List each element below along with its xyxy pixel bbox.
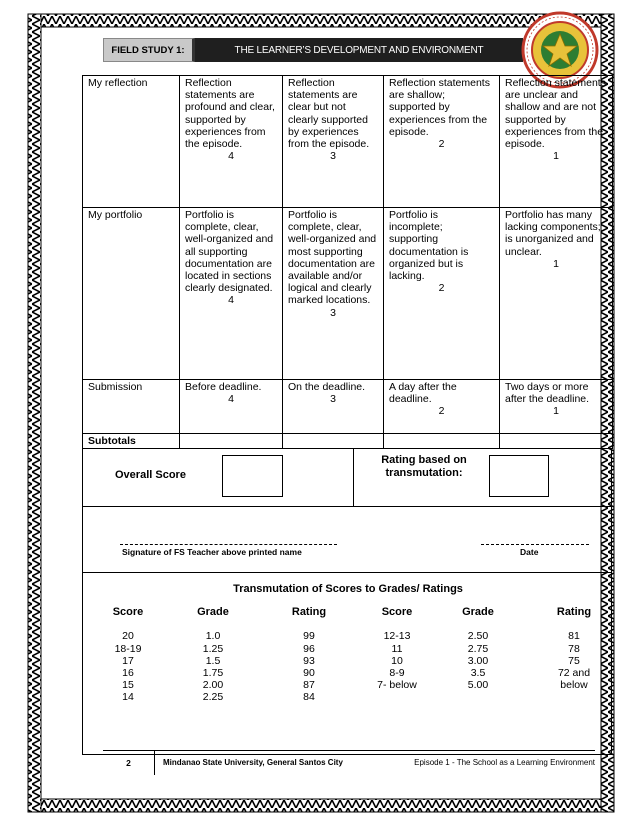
- column-value: 84: [303, 691, 315, 704]
- date-label: Date: [520, 547, 539, 558]
- subtotal-cell: [180, 434, 283, 449]
- column-head: Rating: [291, 606, 327, 619]
- rubric-table: [82, 75, 613, 449]
- column-value: 96: [303, 642, 315, 655]
- transmutation-column: [453, 606, 503, 691]
- column-value: 81: [568, 630, 580, 643]
- footer-episode: Episode 1 - The School as a Learning Environment: [414, 758, 595, 767]
- transmutation-section: [82, 573, 612, 755]
- rating-label: Rating based on transmutation:: [381, 454, 467, 480]
- column-value: 18-19: [114, 642, 142, 655]
- cell-score: 1: [553, 150, 559, 163]
- column-value: 15: [122, 679, 134, 692]
- rubric-cell: Portfolio has many lacking components; is unorganized and unclear. 1: [500, 208, 613, 380]
- subtotals-label: Subtotals: [83, 434, 180, 449]
- rubric-cell: Two days or more after the deadline. 1: [500, 380, 613, 434]
- signature-label: Signature of FS Teacher above printed name: [122, 547, 302, 558]
- column-value: 14: [122, 691, 134, 704]
- column-value: 10: [391, 654, 403, 667]
- rubric-cell: Portfolio is complete, clear, well-organized and most supporting documentation are available and/or logical and clearly marked locations. 3: [283, 208, 384, 380]
- subtotal-cell: [384, 434, 500, 449]
- column-value: 5.00: [467, 679, 489, 692]
- rubric-cell: Reflection statements are clear but not clearly supported by experiences from the episode. 3: [283, 76, 384, 208]
- rubric-cell: A day after the deadline. 2: [384, 380, 500, 434]
- row-label: Submission: [83, 380, 180, 434]
- rubric-cell: Reflection statements are profound and clear, supported by experiences from the episode. 4: [180, 76, 283, 208]
- cell-score: 1: [553, 257, 559, 270]
- rating-box[interactable]: [489, 455, 549, 497]
- footer-university: Mindanao State University, General Santos City: [163, 758, 343, 767]
- date-line: [481, 544, 589, 545]
- column-value: 93: [303, 654, 315, 667]
- transmutation-column: [369, 606, 425, 691]
- page-header: [103, 38, 523, 62]
- column-value: below: [560, 679, 588, 692]
- rubric-cell: Before deadline. 4: [180, 380, 283, 434]
- column-head: Grade: [462, 606, 494, 619]
- column-head: Grade: [197, 606, 229, 619]
- column-value: 87: [303, 679, 315, 692]
- section-divider: [353, 449, 354, 507]
- column-value: 12-13: [383, 630, 411, 643]
- column-value: 17: [122, 654, 134, 667]
- transmutation-column: [103, 606, 153, 703]
- column-head: Score: [381, 606, 413, 619]
- row-label: My portfolio: [83, 208, 180, 380]
- subtotals-row: [83, 434, 613, 449]
- column-head: Score: [112, 606, 144, 619]
- overall-score-label: Overall Score: [115, 469, 186, 482]
- overall-score-box[interactable]: [222, 455, 283, 497]
- column-value: 20: [122, 630, 134, 643]
- cell-score: 3: [330, 393, 336, 406]
- subtotal-cell: [283, 434, 384, 449]
- column-value: 78: [568, 642, 580, 655]
- subtotal-cell: [500, 434, 613, 449]
- rubric-cell: Portfolio is complete, clear, well-organized and all supporting documentation are located in sections clearly designated. 4: [180, 208, 283, 380]
- rubric-cell: Portfolio is incomplete; supporting documentation is organized but is lacking. 2: [384, 208, 500, 380]
- cell-score: 2: [438, 138, 445, 151]
- column-value: 2.00: [202, 679, 224, 692]
- course-label: FIELD STUDY 1:: [103, 38, 195, 62]
- transmutation-column: [284, 606, 334, 703]
- cell-score: 2: [438, 405, 445, 418]
- signature-line: [120, 544, 337, 545]
- page-number: 2: [103, 751, 155, 775]
- transmutation-column: [546, 606, 602, 691]
- overall-score-section: [82, 449, 612, 507]
- rubric-row-submission: [83, 380, 613, 434]
- course-title: THE LEARNER’S DEVELOPMENT AND ENVIRONMENT: [195, 38, 523, 62]
- column-value: 3.5: [470, 667, 486, 680]
- column-value: 7- below: [377, 679, 417, 692]
- cell-score: 2: [438, 282, 445, 295]
- column-value: 1.5: [205, 654, 221, 667]
- column-value: 90: [303, 667, 315, 680]
- column-value: 99: [303, 630, 315, 643]
- page-footer: [103, 750, 595, 774]
- column-value: 2.25: [202, 691, 224, 704]
- cell-score: 3: [330, 150, 336, 163]
- signature-section: [82, 507, 612, 573]
- column-value: 16: [122, 667, 134, 680]
- column-value: 1.0: [205, 630, 221, 643]
- rubric-cell: Reflection statements are unclear and shallow and are not supported by experiences from the episode. 1: [500, 76, 613, 208]
- cell-score: 4: [228, 393, 234, 406]
- cell-score: 3: [330, 306, 336, 319]
- column-head: Rating: [556, 606, 592, 619]
- rubric-cell: Reflection statements are shallow; supported by experiences from the episode. 2: [384, 76, 500, 208]
- column-value: 1.75: [202, 667, 224, 680]
- cell-score: 4: [228, 150, 234, 163]
- column-value: 11: [391, 642, 403, 655]
- cell-score: 4: [228, 294, 234, 307]
- rubric-row-portfolio: [83, 208, 613, 380]
- transmutation-column: [188, 606, 238, 703]
- column-value: 3.00: [467, 654, 489, 667]
- column-value: 75: [568, 654, 580, 667]
- column-value: 72 and: [557, 667, 591, 680]
- rubric-row-reflection: [83, 76, 613, 208]
- rubric-cell: On the deadline. 3: [283, 380, 384, 434]
- cell-score: 1: [553, 405, 559, 418]
- column-value: 2.50: [467, 630, 489, 643]
- column-value: 2.75: [467, 642, 489, 655]
- transmutation-title: Transmutation of Scores to Grades/ Ratings: [233, 583, 463, 596]
- row-label: My reflection: [83, 76, 180, 208]
- content-area: [82, 75, 612, 755]
- column-value: 8-9: [389, 667, 405, 680]
- column-value: 1.25: [202, 642, 224, 655]
